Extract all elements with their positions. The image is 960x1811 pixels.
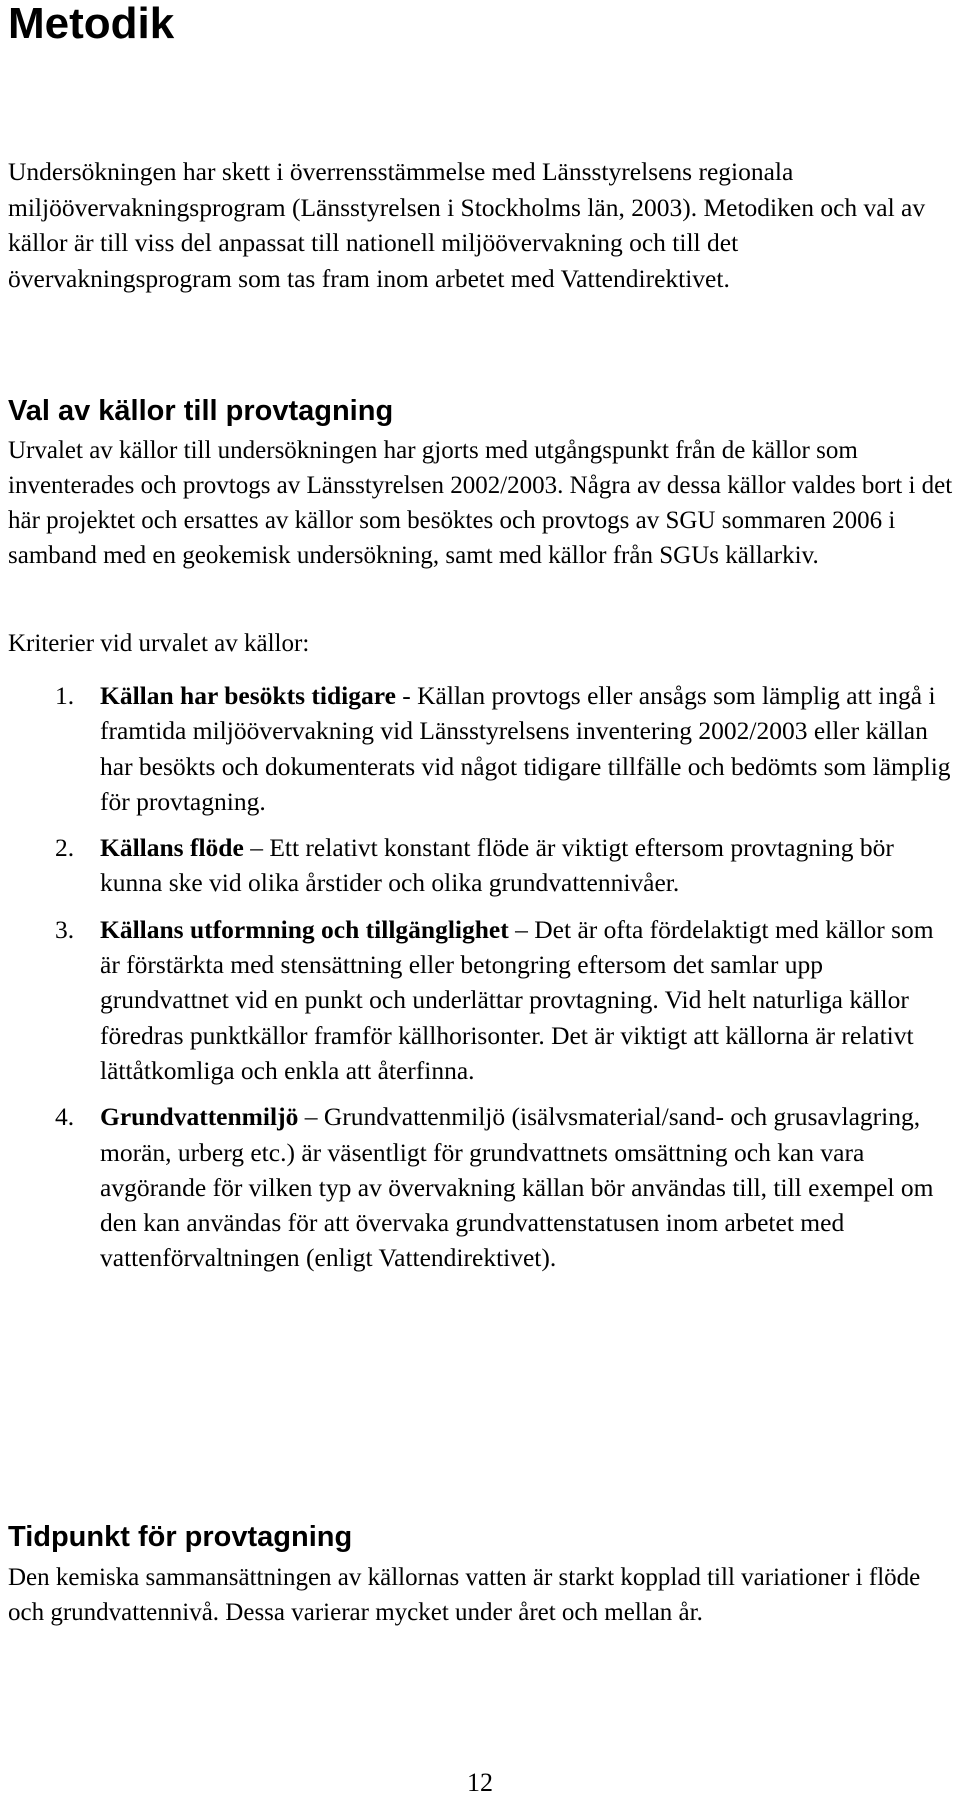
section-heading-tidpunkt: Tidpunkt för provtagning: [8, 1521, 353, 1553]
list-item-text: – Grundvattenmiljö (isälvsmaterial/sand- och grusavlagring, morän, urberg etc.) är väsentligt för grundvattnets omsättning och kan vara avgörande för vilken typ av övervakning källan bör användas till, till exempel om den kan användas för att övervaka grundvattenstatusen inom arbetet med vattenförvaltningen (enligt Vattendirektivet).: [100, 1102, 934, 1273]
list-item-number: 2.: [55, 833, 75, 863]
section-paragraph-tidpunkt: Den kemiska sammansättningen av källornas vatten är starkt kopplad till variationer i flöde och grundvattennivå. Dessa varierar mycket under året och mellan år.: [8, 1564, 921, 1626]
list-item-term: Källans flöde: [100, 833, 244, 863]
criteria-label: Kriterier vid urvalet av källor:: [8, 630, 310, 657]
list-item-term: Grundvattenmiljö: [100, 1102, 299, 1132]
page-number: 12: [467, 1768, 493, 1797]
list-item-text: - Källan provtogs eller ansågs som lämplig att ingå i framtida miljöövervakning vid Länsstyrelsens inventering 2002/2003 eller källan har besökts och dokumenterats vid något tidigare tillfälle och bedömts som lämplig för provtagning.: [100, 681, 951, 816]
intro-paragraph: Undersökningen har skett i överrensstämmelse med Länsstyrelsens regionala miljöövervakningsprogram (Länsstyrelsen i Stockholms län, 2003). Metodiken och val av källor är till viss del anpassat till nationell miljöövervakning och till det övervakningsprogram som tas fram inom arbetet med Vattendirektivet.: [8, 157, 926, 293]
list-item: [0, 830, 955, 901]
section-paragraph-val-av-kallor: Urvalet av källor till undersökningen har gjorts med utgångspunkt från de källor som inventerades och provtogs av Länsstyrelsen 2002/2003. Några av dessa källor valdes bort i det här projektet och ersattes av källor som besöktes och provtogs av SGU sommaren 2006 i samband med en geokemisk undersökning, samt med källor från SGUs källarkiv.: [8, 437, 953, 569]
list-item-text: – Ett relativt konstant flöde är viktigt eftersom provtagning bör kunna ske vid olika årstider och olika grundvattennivåer.: [100, 833, 894, 898]
list-item-number: 3.: [55, 914, 75, 944]
list-item-text: – Det är ofta fördelaktigt med källor som är förstärkta med stensättning eller betongring eftersom det samlar upp grundvattnet vid en punkt och underlättar provtagning. Vid helt naturliga källor föredras punktkällor framför källhorisonter. Det är viktigt att källorna är relativt lättåtkomliga och enkla att återfinna.: [100, 914, 934, 1085]
list-item-number: 1.: [55, 681, 75, 710]
list-item-term: Källan har besökts tidigare: [100, 681, 396, 710]
page-title: Metodik: [8, 0, 175, 48]
list-item-term: Källans utformning och tillgänglighet: [100, 914, 509, 944]
list-item: [0, 1099, 955, 1275]
list-item: [0, 678, 955, 819]
section-heading-val-av-kallor: Val av källor till provtagning: [8, 395, 394, 427]
criteria-list: [0, 678, 960, 1287]
list-item: [0, 912, 955, 1088]
list-item-number: 4.: [55, 1102, 75, 1132]
